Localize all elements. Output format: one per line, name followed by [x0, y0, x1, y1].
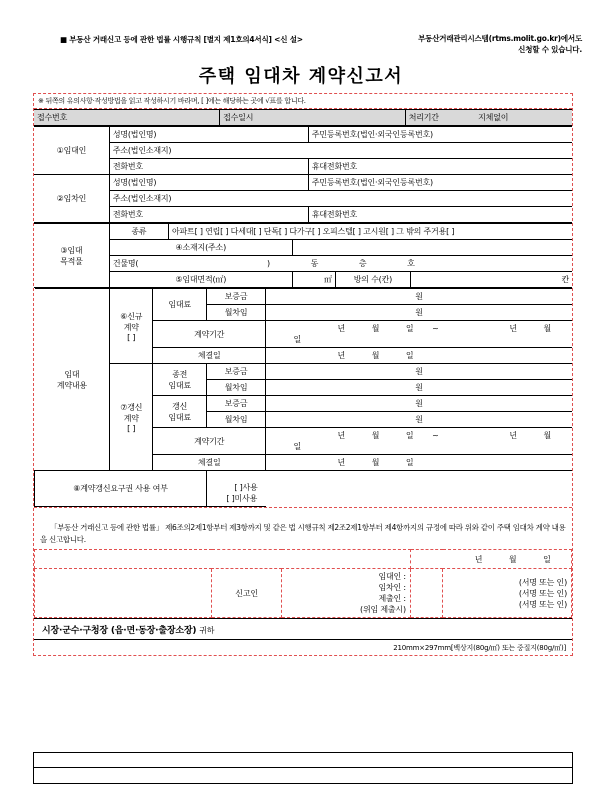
- new-period-label: 계약기간: [153, 321, 266, 348]
- new-period-value-cell[interactable]: [266, 321, 572, 348]
- filer-roles-cell: [282, 569, 411, 618]
- new-period-end-month: 월: [543, 324, 552, 333]
- renew-prev-deposit-currency-unit: 원: [415, 367, 423, 376]
- filer-label: 신고인: [212, 569, 282, 618]
- new-monthly-currency-unit: 원: [415, 308, 423, 317]
- receipt-datetime-label: 접수일시: [223, 113, 254, 122]
- processing-period-label: 처리기간: [408, 113, 439, 122]
- lessor-section-label: ①임대인: [34, 127, 109, 175]
- renew-new-monthly-currency-unit: 원: [415, 415, 423, 424]
- filer-role-lessor: 임대인 :: [378, 572, 406, 581]
- lessee-name-label: 성명(법인명): [109, 175, 308, 191]
- new-deposit-currency-unit: 원: [415, 292, 423, 301]
- renew-period-start-day: 일: [405, 431, 414, 440]
- form-notice: ※ 뒤쪽의 유의사항·작성방법을 읽고 작성하시기 바라며, [ ]에는 해당하는 곳에 √표를 합니다.: [34, 94, 572, 109]
- renew-prev-monthly-label: 월차임: [207, 380, 266, 396]
- receipt-number-cell[interactable]: [34, 110, 220, 126]
- rtms-notice-line-2: 신청할 수 있습니다.: [518, 45, 582, 54]
- table-row: [34, 191, 572, 207]
- renew-contract-label[interactable]: [110, 364, 153, 471]
- lessor-mobile-label[interactable]: 휴대전화번호: [308, 159, 572, 175]
- paper-specification: 210mm×297mm[백상지(80g/㎡) 또는 중질지(80g/㎡)]: [393, 644, 566, 652]
- renew-previous-rent-line-2: 임대료: [168, 380, 191, 390]
- signature-date-cell[interactable]: [410, 550, 571, 569]
- new-period-end-year: 년: [509, 324, 517, 333]
- property-type-label: 종류: [109, 224, 168, 240]
- filer-role-submitter: 제출인 :: [378, 594, 406, 603]
- seal-submitter: (서명 또는 인): [518, 599, 567, 609]
- page-title: 주택 임대차 계약신고서: [198, 66, 404, 87]
- renew-period-dash: ~: [432, 431, 439, 440]
- signature-date-day: 일: [543, 554, 551, 564]
- contract-section-label: [35, 289, 110, 471]
- new-signdate-value-cell[interactable]: [266, 348, 572, 364]
- property-location-value[interactable]: [292, 240, 572, 256]
- lessor-name-label: 성명(법인명): [109, 127, 308, 143]
- renew-new-monthly-value-cell[interactable]: [266, 412, 572, 428]
- property-area-unit: ㎡: [323, 275, 332, 284]
- new-signdate-label: 체결일: [153, 348, 266, 364]
- table-row: [35, 550, 572, 569]
- property-rooms-value-cell[interactable]: [411, 272, 572, 288]
- property-building-label: 건물명(: [112, 259, 139, 268]
- table-row: [34, 272, 572, 288]
- property-section-label: [34, 224, 109, 288]
- processing-period-value: 지체없이: [478, 113, 509, 122]
- renew-contract-checkbox[interactable]: [ ]: [127, 423, 136, 433]
- renew-prev-deposit-value-cell[interactable]: [266, 364, 572, 380]
- renew-period-label: 계약기간: [153, 428, 266, 455]
- renew-previous-rent-label: [153, 364, 207, 396]
- lessee-address-label[interactable]: 주소(법인소재지): [109, 191, 572, 207]
- signature-date-month: 월: [508, 554, 517, 564]
- property-section-label-line-2: 목적물: [60, 256, 83, 266]
- property-building-cell[interactable]: [109, 256, 572, 272]
- table-row: [34, 256, 572, 272]
- lessor-address-label[interactable]: 주소(법인소재지): [109, 143, 572, 159]
- seal-lessee: (서명 또는 인): [518, 588, 567, 598]
- lessee-section-label: ②임차인: [34, 175, 109, 223]
- new-period-end-day: 일: [293, 335, 301, 344]
- table-row: [34, 240, 572, 256]
- table-row: [34, 175, 572, 191]
- new-period-dash: ~: [432, 324, 439, 333]
- renewal-right-label: ⑧계약갱신요구권 사용 여부: [35, 471, 207, 507]
- property-section-label-line-1: ③임대: [60, 245, 83, 255]
- renew-new-deposit-value-cell[interactable]: [266, 396, 572, 412]
- processing-period-value-cell: [475, 110, 572, 126]
- bottom-blank-box-2: [33, 768, 573, 784]
- form-frame: [33, 93, 573, 656]
- new-deposit-label: 보증금: [207, 289, 266, 305]
- contract-table: [34, 288, 572, 507]
- seal-lessor: (서명 또는 인): [518, 577, 567, 587]
- new-contract-label-line-2: 계약: [123, 322, 139, 332]
- renew-period-end-month: 월: [543, 431, 552, 440]
- renew-period-start-year: 년: [337, 431, 345, 440]
- signature-date-year: 년: [474, 554, 483, 564]
- receipt-number-label: 접수번호: [37, 113, 68, 122]
- table-row: [34, 159, 572, 175]
- renew-prev-monthly-currency-unit: 원: [415, 383, 423, 392]
- table-row: [35, 289, 573, 305]
- property-area-label: ⑤임대면적(㎡): [109, 272, 292, 288]
- table-row: [34, 207, 572, 223]
- receipt-table: [34, 109, 572, 126]
- recipient-office: 시장·군수·구청장 (읍·면·동장·출장소장): [42, 626, 197, 636]
- property-ho-unit: 호: [407, 259, 415, 268]
- renew-new-rent-line-2: 임대료: [168, 412, 191, 422]
- filer-role-submitter-note: (위임 제출시): [360, 605, 406, 614]
- legal-statement-box: [34, 507, 572, 549]
- renew-period-start-month: 월: [371, 431, 380, 440]
- renew-signdate-day: 일: [405, 458, 414, 467]
- new-signdate-month: 월: [371, 351, 380, 360]
- renew-contract-label-line-1: ⑦갱신: [120, 402, 143, 412]
- lessor-phone-label[interactable]: 전화번호: [109, 159, 308, 175]
- new-rent-label: 임대료: [153, 289, 207, 321]
- renew-prev-deposit-label: 보증금: [207, 364, 266, 380]
- signature-gap-cell: [410, 569, 442, 618]
- table-row: [34, 110, 572, 126]
- signature-date-blank-cell: [35, 550, 411, 569]
- signature-seals-cell[interactable]: [443, 569, 572, 618]
- property-table: [34, 223, 572, 288]
- signature-table: [34, 549, 572, 618]
- table-row: [35, 569, 572, 618]
- signature-blank-cell: [35, 569, 212, 618]
- renew-period-end-day: 일: [293, 442, 301, 451]
- renew-period-value-cell[interactable]: [266, 428, 572, 455]
- renewal-right-options-cell[interactable]: [207, 471, 266, 507]
- filer-role-lessee: 임차인 :: [378, 583, 406, 592]
- renew-signdate-month: 월: [371, 458, 380, 467]
- renew-prev-monthly-value-cell[interactable]: [266, 380, 572, 396]
- new-period-start-month: 월: [371, 324, 380, 333]
- contract-section-label-line-2: 계약내용: [56, 380, 87, 390]
- new-contract-label-line-1: ⑥신규: [120, 311, 143, 321]
- property-floor-unit: 층: [358, 259, 367, 268]
- renew-previous-rent-line-1: 종전: [172, 369, 188, 379]
- renew-new-deposit-currency-unit: 원: [415, 399, 423, 408]
- document-header: [0, 0, 602, 54]
- new-deposit-value-cell[interactable]: [266, 289, 572, 305]
- rtms-notice-line-1: 부동산거래관리시스템(rtms.molit.go.kr)에서도: [418, 34, 582, 43]
- lessee-mobile-label[interactable]: 휴대전화번호: [308, 207, 572, 223]
- new-signdate-day: 일: [405, 351, 414, 360]
- renew-new-deposit-label: 보증금: [207, 396, 266, 412]
- new-period-start-day: 일: [405, 324, 414, 333]
- renew-signdate-year: 년: [337, 458, 345, 467]
- new-contract-label[interactable]: [110, 289, 153, 364]
- renew-period-end-year: 년: [509, 431, 517, 440]
- bottom-blank-box-1: [33, 752, 573, 768]
- table-row: [34, 224, 572, 240]
- renew-new-rent-label: [153, 396, 207, 428]
- contract-section-label-line-1: 임대: [64, 369, 80, 379]
- property-location-label: ④소재지(주소): [109, 240, 292, 256]
- recipient-line: [34, 618, 572, 640]
- parties-table: [34, 126, 572, 223]
- table-row: [34, 143, 572, 159]
- new-monthly-value-cell[interactable]: [266, 305, 572, 321]
- property-dong-unit: 동: [310, 259, 319, 268]
- receipt-datetime-cell[interactable]: [220, 110, 406, 126]
- property-building-close: ): [267, 259, 270, 268]
- lessor-id-label: 주민등록번호(법인·외국인등록번호): [308, 127, 572, 143]
- lessee-phone-label[interactable]: 전화번호: [109, 207, 308, 223]
- new-monthly-label: 월차임: [207, 305, 266, 321]
- renew-new-monthly-label: 월차임: [207, 412, 266, 428]
- rtms-notice: [418, 33, 582, 55]
- new-contract-checkbox[interactable]: [ ]: [127, 332, 136, 342]
- lessee-id-label: 주민등록번호(법인·외국인등록번호): [308, 175, 572, 191]
- property-type-options[interactable]: 아파트[ ] 연립[ ] 다세대[ ] 단독[ ] 다가구[ ] 오피스텔[ ] 고시원[ ] 그 밖의 주거용[ ]: [168, 224, 572, 240]
- renewal-right-used-checkbox[interactable]: [ ]사용: [234, 483, 258, 492]
- legal-statement-text: 「부동산 거래신고 등에 관한 법률」 제6조의2제1항부터 제3항까지 및 같은 법 시행규칙 제2조2제1항부터 제4항까지의 규정에 따라 위와 같이 주택 임대차 계약 내용을 신고합니다.: [40, 523, 566, 544]
- table-row: [34, 127, 572, 143]
- table-row: [35, 471, 573, 507]
- renew-contract-label-line-2: 계약: [123, 413, 139, 423]
- table-row: [35, 364, 573, 380]
- new-signdate-year: 년: [337, 351, 345, 360]
- renew-signdate-label: 체결일: [153, 455, 266, 471]
- new-period-start-year: 년: [337, 324, 345, 333]
- processing-period-label-cell: [405, 110, 475, 126]
- recipient-suffix: 귀하: [199, 626, 215, 635]
- renewal-right-unused-checkbox[interactable]: [ ]미사용: [226, 494, 258, 503]
- regulation-reference: ■ 부동산 거래신고 등에 관한 법률 시행규칙 [별지 제1호의4서식] <신 설>: [60, 35, 303, 44]
- renew-new-rent-line-1: 갱신: [172, 401, 188, 411]
- property-area-value-cell[interactable]: [292, 272, 335, 288]
- property-rooms-label: 방의 수(칸): [335, 272, 410, 288]
- renew-signdate-value-cell[interactable]: [266, 455, 572, 471]
- property-rooms-unit: 칸: [561, 275, 569, 284]
